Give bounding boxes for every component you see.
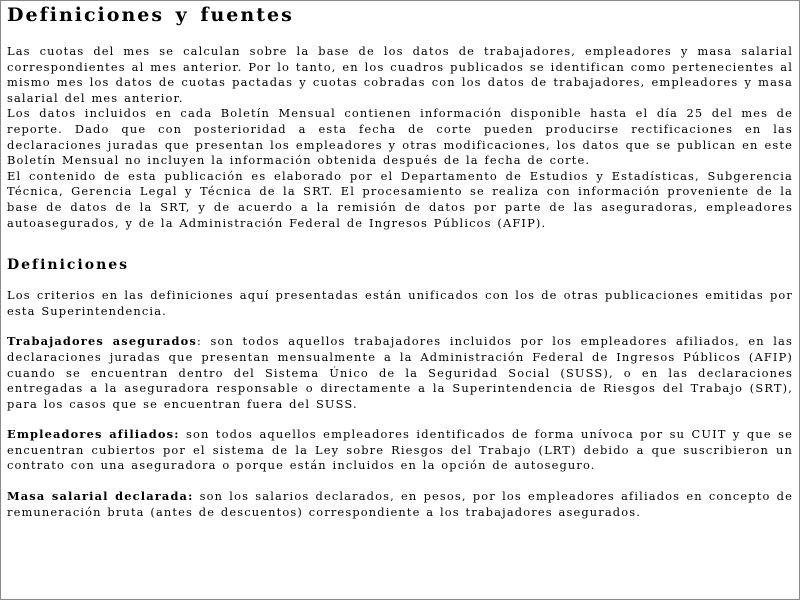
paragraph-spacer [7,412,793,427]
section-title-definiciones: Definiciones [7,257,130,274]
fuentes-paragraph-cuotas: Las cuotas del mes se calculan sobre la base de los datos de trabajadores, empleadores y masa salarial correspondientes al mes anterior. Por lo tanto, en los cuadros publicados se identifican como pertenecientes al mismo mes los datos de cuotas pactadas y cuotas cobradas con los datos de trabajadores, empleadores y masa salarial del mes anterior. [7,44,793,105]
fuentes-paragraph-contenido: El contenido de esta publicación es elaborado por el Departamento de Estudios y Estadísticas, Subgerencia Técnica, Gerencia Legal y Técnica de la SRT. El procesamiento se realiza con información proveniente de la base de datos de la SRT, y de acuerdo a la remisión de datos por parte de las aseguradoras, empleadores autoasegurados, y de la Administración Federal de Ingresos Públicos (AFIP). [7,168,793,230]
definition-term: Empleadores afiliados: [7,427,180,442]
page-title: Definiciones y fuentes [7,4,294,26]
definiciones-intro: Los criterios en las definiciones aquí presentadas están unificados con los de otras publicaciones emitidas por esta Superintendencia. [7,288,793,318]
definition-term: Trabajadores asegurados [7,334,197,349]
definition-text: son los salarios declarados, en pesos, por los empleadores afiliados en concepto de remuneración bruta (antes de descuentos) correspondiente a los trabajadores asegurados. [7,489,793,519]
section-spacer [7,231,793,257]
definition-term: Masa salarial declarada: [7,489,194,504]
fuentes-paragraph-fecha-corte: Los datos incluidos en cada Boletín Mensual contienen información disponible hasta el día 25 del mes de reporte. Dado que con posterioridad a esta fecha de corte pueden producirse rectificaciones en las declaraciones juradas que presentan los empleadores y otras modificaciones, los datos que se publican en este Boletín Mensual no incluyen la información obtenida después de la fecha de corte. [7,106,793,168]
definition-masa-salarial [7,489,793,520]
definition-text: son todos aquellos empleadores identificados de forma unívoca por su CUIT y que se encuentran cubiertos por el sistema de la Ley sobre Riesgos del Trabajo (LRT) debido a que suscribieron un contrato con una aseguradora o porque están incluidos en la opción de autoseguro. [7,427,794,473]
definition-empleadores-afiliados [7,427,793,474]
paragraph-spacer [7,474,793,489]
definition-text: : son todos aquellos trabajadores incluidos por los empleadores afiliados, en las declaraciones juradas que presentan mensualmente a la Administración Federal de Ingresos Públicos (AFIP) cuando se encuentran dentro del Sistema Único de la Seguridad Social (SUSS), o en las declaraciones entregadas a la aseguradora responsable o directamente a la Superintendencia de Riesgos del Trabajo (SRT), para los casos que se encuentran fuera del SUSS. [7,334,793,411]
document-content [7,4,793,520]
definition-trabajadores-asegurados [7,334,793,412]
paragraph-spacer [7,319,793,334]
